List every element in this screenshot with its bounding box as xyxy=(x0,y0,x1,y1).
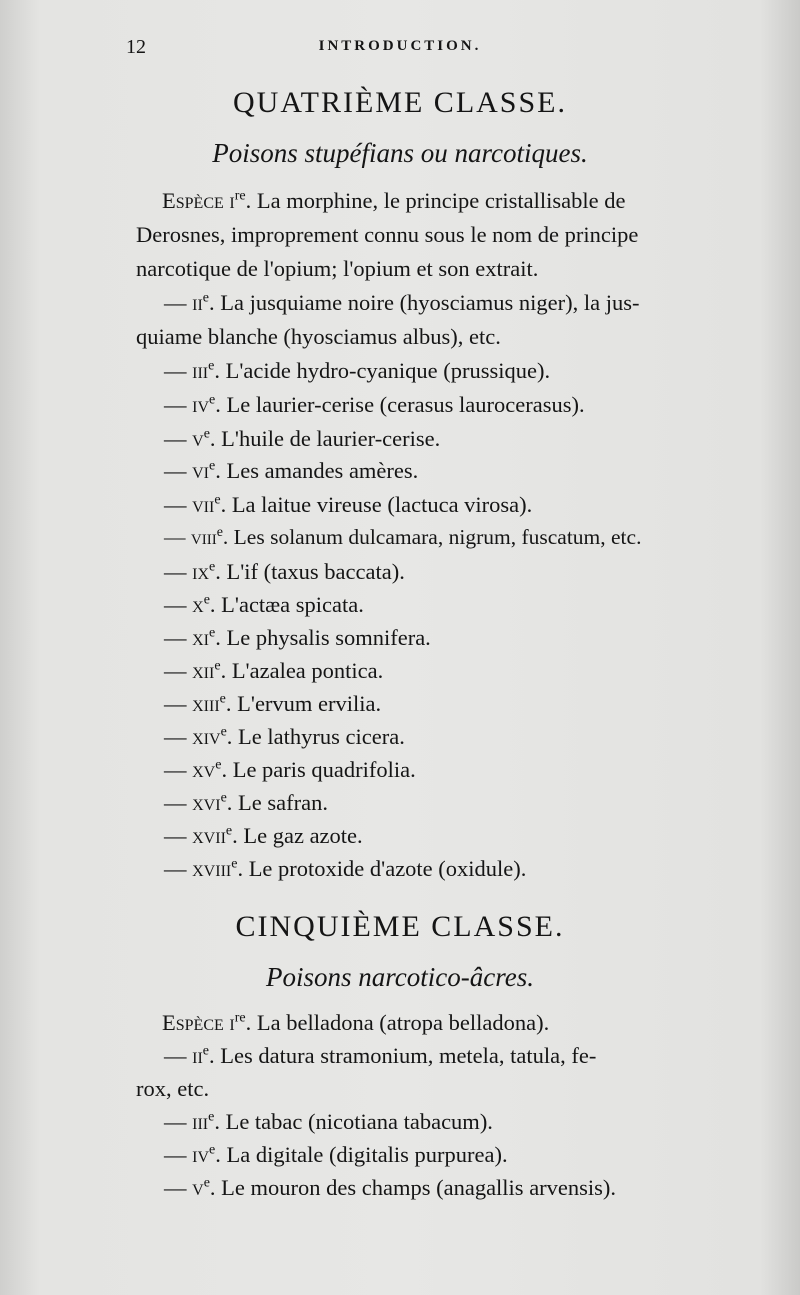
class4-line-3: narcotique de l'opium; l'opium et son extrait. xyxy=(136,256,539,281)
class4-line-9: — $vi^e$. Les amandes amères. xyxy=(164,458,419,483)
class4-title: QUATRIÈME CLASSE. xyxy=(232,86,567,119)
class5-line-1: Espèce $i^{re}$. La belladona (atropa belladona). xyxy=(162,1010,550,1035)
class5-line-5: — $iv^e$. La digitale (digitalis purpurea). xyxy=(164,1142,508,1167)
class4-line-14: — $xi^e$. Le physalis somnifera. xyxy=(164,625,431,650)
class4-subtitle: Poisons stupéfians ou narcotiques. xyxy=(212,138,588,168)
class4-line-21: — xviii$^e$. Le protoxide d'azote (oxidule). xyxy=(164,856,527,881)
class4-line-20: — xvii$^e$. Le gaz azote. xyxy=(164,823,363,848)
class4-line-5: quiame blanche (hyosciamus albus), etc. xyxy=(136,324,501,349)
class5-line-4: — iii$^e$. Le tabac (nicotiana tabacum). xyxy=(164,1109,493,1134)
class4-line-19: — xvi$^e$. Le safran. xyxy=(164,790,328,815)
page-number: 12 xyxy=(126,36,146,58)
class4-line-2: Derosnes, improprement connu sous le nom de principe xyxy=(136,222,639,247)
class4-line-1: Espèce $i^{re}$. La morphine, le principe cristallisable de xyxy=(162,188,626,213)
class4-line-13: — $x^e$. L'actæa spicata. xyxy=(164,592,364,617)
class4-line-17: — xiv$^e$. Le lathyrus cicera. xyxy=(164,724,405,749)
class5-line-2: — $ii^e$. Les datura stramonium, metela, tatula, fe- xyxy=(164,1043,597,1068)
class4-line-4: — $ii^e$. La jusquiame noire (hyosciamus niger), la jus- xyxy=(164,290,640,315)
class4-line-8: — $v^e$. L'huile de laurier-cerise. xyxy=(164,426,441,451)
class5-line-6: — $v^e$. Le mouron des champs (anagallis arvensis). xyxy=(164,1175,617,1200)
class4-line-12: — $ix^e$. L'if (taxus baccata). xyxy=(164,559,405,584)
class5-subtitle: Poisons narcotico-âcres. xyxy=(266,962,534,992)
running-title: INTRODUCTION. xyxy=(318,38,482,54)
class4-line-10: — vii$^e$. La laitue vireuse (lactuca virosa). xyxy=(164,492,533,517)
class4-line-7: — $iv^e$. Le laurier-cerise (cerasus laurocerasus). xyxy=(164,392,585,417)
class4-line-18: — $xv^e$. Le paris quadrifolia. xyxy=(164,757,416,782)
class4-line-11: — viii$^e$. Les solanum dulcamara, nigrum, fuscatum, etc. xyxy=(164,524,642,549)
class4-line-15: — xii$^e$. L'azalea pontica. xyxy=(164,658,384,683)
class4-line-16: — xiii$^e$. L'ervum ervilia. xyxy=(164,691,382,716)
class5-title: CINQUIÈME CLASSE. xyxy=(235,910,565,943)
page-header xyxy=(0,36,800,66)
class4-line-6: — iii$^e$. L'acide hydro-cyanique (prussique). xyxy=(164,358,551,383)
class5-line-3: rox, etc. xyxy=(136,1076,210,1101)
